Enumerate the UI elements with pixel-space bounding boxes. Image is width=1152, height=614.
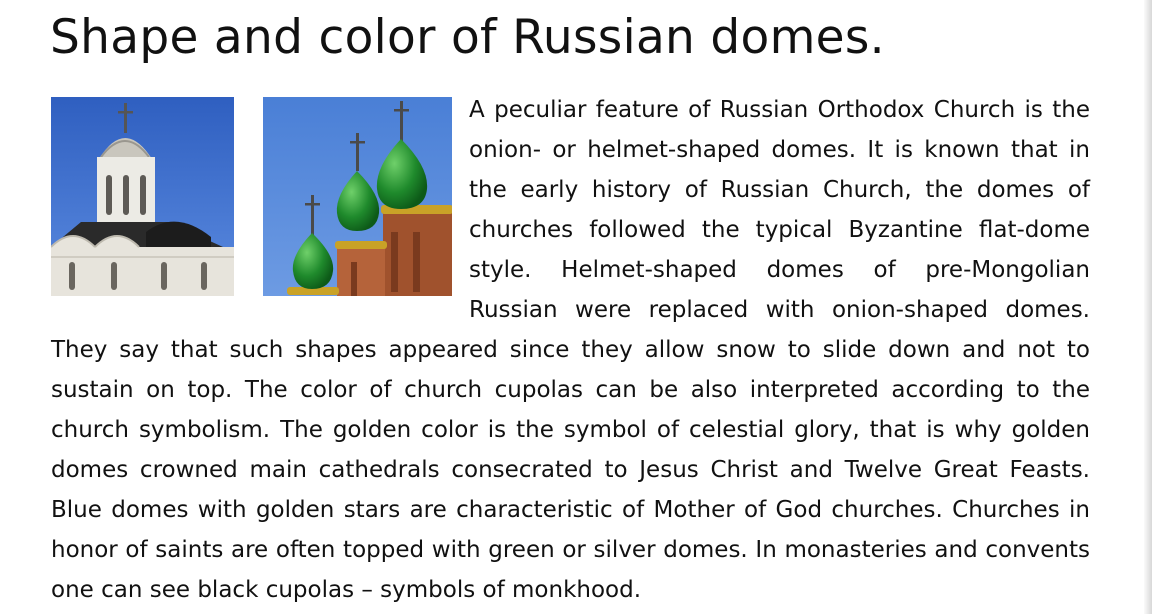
- page-title: Shape and color of Russian domes.: [50, 10, 885, 65]
- image-float-spacer: [51, 90, 469, 326]
- article-text: A peculiar feature of Russian Orthodox Church is the onion- or helmet-shaped domes. It is known that in the early history of Russian Church, the domes of churches followed the typical Byzantine flat-dome style. Helmet-shaped domes of pre-Mongolian Russian were replaced with onion-shaped domes. They say that such shapes appeared since they allow snow to slide down and not to sustain on top. The color of church cupolas can be also interpreted according to the church symbolism. The golden color is the symbol of celestial glory, that is why golden domes crowned main cathedrals consecrated to Jesus Christ and Twelve Great Feasts. Blue domes with golden stars are characteristic of Mother of God churches. Churches in honor of saints are often topped with green or silver domes. In monasteries and convents one can see black cupolas – symbols of monkhood.: [51, 97, 1090, 603]
- page-edge-shadow: [1144, 0, 1152, 614]
- article-body: [51, 90, 1090, 610]
